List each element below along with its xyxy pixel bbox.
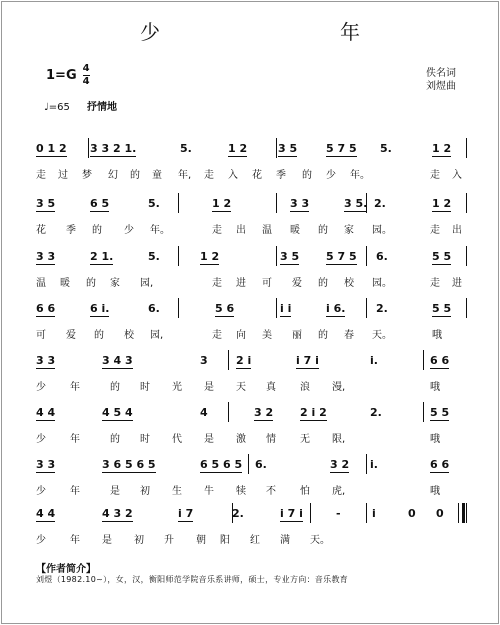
- lyric-syllable: 天: [236, 382, 246, 393]
- note-group: i 7: [178, 507, 194, 520]
- lyric-syllable: 的: [318, 225, 328, 236]
- lyric-syllable: 光: [172, 382, 182, 393]
- lyric-syllable: 出: [452, 225, 462, 236]
- note-group: 2 i 2: [300, 406, 327, 419]
- lyric-syllable: 园。: [372, 225, 392, 236]
- barline: [276, 138, 277, 158]
- lyric-syllable: 季: [276, 170, 286, 181]
- lyric-syllable: 初: [140, 486, 150, 497]
- lyric-syllable: 校: [124, 330, 134, 341]
- lyric-syllable: 浪: [300, 382, 310, 393]
- barline: [423, 402, 424, 422]
- note-group: 3 6 5 6 5: [102, 458, 156, 471]
- lyric-syllable: 满: [280, 535, 290, 546]
- lyrics-line: [0, 531, 500, 547]
- lyric-syllable: 少: [36, 535, 46, 546]
- note-group: 5.: [180, 142, 192, 155]
- lyric-syllable: 的: [130, 170, 140, 181]
- note-group: 0 1 2: [36, 142, 67, 155]
- lyric-syllable: 哦: [430, 434, 440, 445]
- barline: [276, 298, 277, 318]
- lyric-syllable: 情: [266, 434, 276, 445]
- lyrics-line: [0, 430, 500, 446]
- note-group: 2.: [370, 406, 382, 419]
- note-group: 1 2: [432, 142, 452, 155]
- notes-line: [0, 140, 500, 160]
- note-group: 3 5: [280, 250, 300, 263]
- note-group: 3 3: [36, 354, 56, 367]
- note-group: 5.: [380, 142, 392, 155]
- lyric-syllable: 的: [318, 330, 328, 341]
- lyric-syllable: 暖: [60, 278, 70, 289]
- tempo-marking: [44, 98, 117, 113]
- lyric-syllable: 哦: [430, 382, 440, 393]
- note-group: 3 5: [278, 142, 298, 155]
- note-group: i.: [370, 458, 378, 471]
- barline: [276, 193, 277, 213]
- lyrics-line: [0, 221, 500, 237]
- barline: [366, 298, 367, 318]
- lyric-syllable: 漫,: [332, 382, 346, 393]
- note-group: 3: [200, 354, 208, 367]
- note-group: -: [336, 507, 341, 520]
- note-group: 6 6: [36, 302, 56, 315]
- barline: [276, 246, 277, 266]
- note-group: 5.: [148, 250, 160, 263]
- lyric-syllable: 少: [124, 225, 134, 236]
- lyric-syllable: 少: [36, 434, 46, 445]
- barline: [466, 246, 467, 266]
- notes-line: [0, 195, 500, 215]
- notes-line: [0, 404, 500, 424]
- lyric-syllable: 家: [110, 278, 120, 289]
- lyric-syllable: 梦: [82, 170, 92, 181]
- lyric-syllable: 年: [70, 535, 80, 546]
- note-group: 5 7 5: [326, 250, 357, 263]
- lyric-syllable: 少: [36, 486, 46, 497]
- note-group: 6.: [148, 302, 160, 315]
- note-group: 5 5: [432, 302, 452, 315]
- lyric-syllable: 年: [70, 434, 80, 445]
- final-barline: [458, 503, 465, 523]
- note-group: 6 6: [430, 458, 450, 471]
- note-group: 1 2: [200, 250, 220, 263]
- barline: [178, 246, 179, 266]
- lyric-syllable: 是: [110, 486, 120, 497]
- barline: [366, 454, 367, 474]
- barline: [310, 503, 311, 523]
- note-group: 6 5: [90, 197, 110, 210]
- lyric-syllable: 年。: [350, 170, 370, 181]
- notes-line: [0, 352, 500, 372]
- lyric-syllable: 年。: [150, 225, 170, 236]
- note-group: 6.: [255, 458, 267, 471]
- lyric-syllable: 时: [140, 434, 150, 445]
- note-group: 4: [200, 406, 208, 419]
- note-group: 3 2: [254, 406, 274, 419]
- lyric-syllable: 入: [452, 170, 462, 181]
- lyric-syllable: 过: [58, 170, 68, 181]
- lyric-syllable: 童: [152, 170, 162, 181]
- note-group: i 7 i: [296, 354, 319, 367]
- lyrics-line: [0, 378, 500, 394]
- note-group: i 6.: [326, 302, 346, 315]
- lyric-syllable: 哦: [430, 486, 440, 497]
- note-group: 0: [408, 507, 416, 520]
- barline: [466, 193, 467, 213]
- lyric-syllable: 的: [92, 225, 102, 236]
- lyric-syllable: 红: [250, 535, 260, 546]
- lyric-syllable: 家: [344, 225, 354, 236]
- barline: [232, 503, 233, 523]
- lyric-syllable: 走: [212, 278, 222, 289]
- note-group: 6 6: [430, 354, 450, 367]
- lyric-syllable: 哦: [432, 330, 442, 341]
- barline: [88, 138, 89, 158]
- note-group: 2.: [376, 302, 388, 315]
- lyric-syllable: 激: [236, 434, 246, 445]
- lyric-syllable: 真: [266, 382, 276, 393]
- time-signature: [83, 64, 90, 87]
- lyric-syllable: 年,: [178, 170, 192, 181]
- note-group: 3 3: [36, 250, 56, 263]
- lyric-syllable: 走: [430, 278, 440, 289]
- note-group: 4 4: [36, 406, 56, 419]
- lyric-syllable: 年: [70, 382, 80, 393]
- note-group: 3 3 2 1.: [90, 142, 137, 155]
- lyric-syllable: 限,: [332, 434, 346, 445]
- lyric-syllable: 季: [66, 225, 76, 236]
- lyric-syllable: 走: [212, 225, 222, 236]
- key-signature: [46, 64, 90, 87]
- lyric-syllable: 园,: [150, 330, 164, 341]
- barline: [248, 454, 249, 474]
- note-group: 0: [436, 507, 444, 520]
- lyric-syllable: 犊: [236, 486, 246, 497]
- barline: [466, 298, 467, 318]
- notes-line: [0, 300, 500, 320]
- note-group: 1 2: [212, 197, 232, 210]
- lyric-syllable: 园。: [372, 278, 392, 289]
- note-group: 5 5: [430, 406, 450, 419]
- lyric-syllable: 进: [452, 278, 462, 289]
- barline: [466, 503, 467, 523]
- lyric-syllable: 是: [204, 434, 214, 445]
- note-group: 5 7 5: [326, 142, 357, 155]
- lyric-syllable: 可: [36, 330, 46, 341]
- lyric-syllable: 的: [318, 278, 328, 289]
- note-group: 1 2: [432, 197, 452, 210]
- credits: [426, 67, 456, 93]
- lyric-syllable: 花: [36, 225, 46, 236]
- lyric-syllable: 温: [36, 278, 46, 289]
- lyric-syllable: 爱: [292, 278, 302, 289]
- lyric-syllable: 校: [344, 278, 354, 289]
- lyric-syllable: 是: [102, 535, 112, 546]
- lyric-syllable: 天。: [310, 535, 330, 546]
- lyric-syllable: 美: [262, 330, 272, 341]
- note-group: 5.: [148, 197, 160, 210]
- bio-heading: 【作者简介】: [36, 564, 96, 575]
- barline: [466, 138, 467, 158]
- lyric-syllable: 进: [236, 278, 246, 289]
- note-group: 5 5: [432, 250, 452, 263]
- notes-line: [0, 505, 500, 525]
- barline: [366, 503, 367, 523]
- lyric-syllable: 怕: [300, 486, 310, 497]
- expression-marking: 抒情地: [87, 102, 118, 113]
- note-group: 2 i: [236, 354, 252, 367]
- lyric-syllable: 园,: [140, 278, 154, 289]
- note-group: i: [372, 507, 376, 520]
- note-group: 3 5: [36, 197, 56, 210]
- note-group: 3 3: [36, 458, 56, 471]
- lyric-syllable: 的: [86, 278, 96, 289]
- lyric-syllable: 初: [134, 535, 144, 546]
- note-group: 3 3: [290, 197, 310, 210]
- lyric-syllable: 花: [252, 170, 262, 181]
- lyric-syllable: 丽: [292, 330, 302, 341]
- barline: [178, 298, 179, 318]
- notes-line: [0, 456, 500, 476]
- note-group: 3 4 3: [102, 354, 133, 367]
- barline: [366, 246, 367, 266]
- notes-line: [0, 248, 500, 268]
- lyric-syllable: 走: [430, 170, 440, 181]
- lyric-syllable: 的: [94, 330, 104, 341]
- lyric-syllable: 春: [344, 330, 354, 341]
- key-label: 1=G: [46, 68, 77, 83]
- lyric-syllable: 朝: [196, 535, 206, 546]
- lyric-syllable: 爱: [66, 330, 76, 341]
- note-group: i.: [370, 354, 378, 367]
- composer: 刘煜曲: [426, 81, 456, 92]
- note-group: 4 5 4: [102, 406, 133, 419]
- barline: [178, 193, 179, 213]
- lyrics-line: [0, 166, 500, 182]
- song-title: 少 年: [140, 20, 440, 44]
- lyrics-line: [0, 274, 500, 290]
- lyricist: 佚名词: [426, 68, 456, 79]
- lyric-syllable: 年: [70, 486, 80, 497]
- time-sig-bottom: 4: [82, 76, 90, 87]
- note-group: i 7 i: [280, 507, 303, 520]
- lyric-syllable: 天。: [372, 330, 392, 341]
- lyric-syllable: 少: [36, 382, 46, 393]
- note-group: 4 4: [36, 507, 56, 520]
- barline: [366, 193, 367, 213]
- note-group: 6 i.: [90, 302, 110, 315]
- lyric-syllable: 走: [36, 170, 46, 181]
- note-group: 2.: [374, 197, 386, 210]
- lyric-syllable: 不: [266, 486, 276, 497]
- note-group: i i: [280, 302, 292, 315]
- lyric-syllable: 生: [172, 486, 182, 497]
- note-group: 1 2: [228, 142, 248, 155]
- lyric-syllable: 阳: [220, 535, 230, 546]
- lyric-syllable: 的: [110, 434, 120, 445]
- lyric-syllable: 向: [236, 330, 246, 341]
- lyric-syllable: 的: [110, 382, 120, 393]
- lyric-syllable: 的: [302, 170, 312, 181]
- lyric-syllable: 出: [236, 225, 246, 236]
- barline: [423, 350, 424, 370]
- lyric-syllable: 暖: [290, 225, 300, 236]
- lyric-syllable: 走: [430, 225, 440, 236]
- lyric-syllable: 代: [172, 434, 182, 445]
- lyric-syllable: 入: [228, 170, 238, 181]
- tempo-value: ♩=65: [44, 102, 70, 113]
- note-group: 2.: [232, 507, 244, 520]
- lyric-syllable: 少: [326, 170, 336, 181]
- lyric-syllable: 时: [140, 382, 150, 393]
- lyric-syllable: 升: [164, 535, 174, 546]
- note-group: 3 5.: [344, 197, 368, 210]
- lyric-syllable: 无: [300, 434, 310, 445]
- lyric-syllable: 走: [204, 170, 214, 181]
- lyric-syllable: 可: [262, 278, 272, 289]
- lyric-syllable: 温: [262, 225, 272, 236]
- lyrics-line: [0, 482, 500, 498]
- note-group: 4 3 2: [102, 507, 133, 520]
- time-sig-top: 4: [82, 63, 90, 74]
- barline: [228, 402, 229, 422]
- bio-text: 刘煜（1982.10~），女，汉，衡阳师范学院音乐系讲师，硕士，专业方向：音乐教育: [36, 575, 349, 584]
- note-group: 5 6: [215, 302, 235, 315]
- lyrics-line: [0, 326, 500, 342]
- note-group: 3 2: [330, 458, 350, 471]
- lyric-syllable: 是: [204, 382, 214, 393]
- note-group: 6 5 6 5: [200, 458, 243, 471]
- note-group: 6.: [376, 250, 388, 263]
- lyric-syllable: 幻: [108, 170, 118, 181]
- lyric-syllable: 牛: [204, 486, 214, 497]
- lyric-syllable: 走: [212, 330, 222, 341]
- barline: [228, 350, 229, 370]
- lyric-syllable: 虎,: [332, 486, 346, 497]
- note-group: 2 1.: [90, 250, 114, 263]
